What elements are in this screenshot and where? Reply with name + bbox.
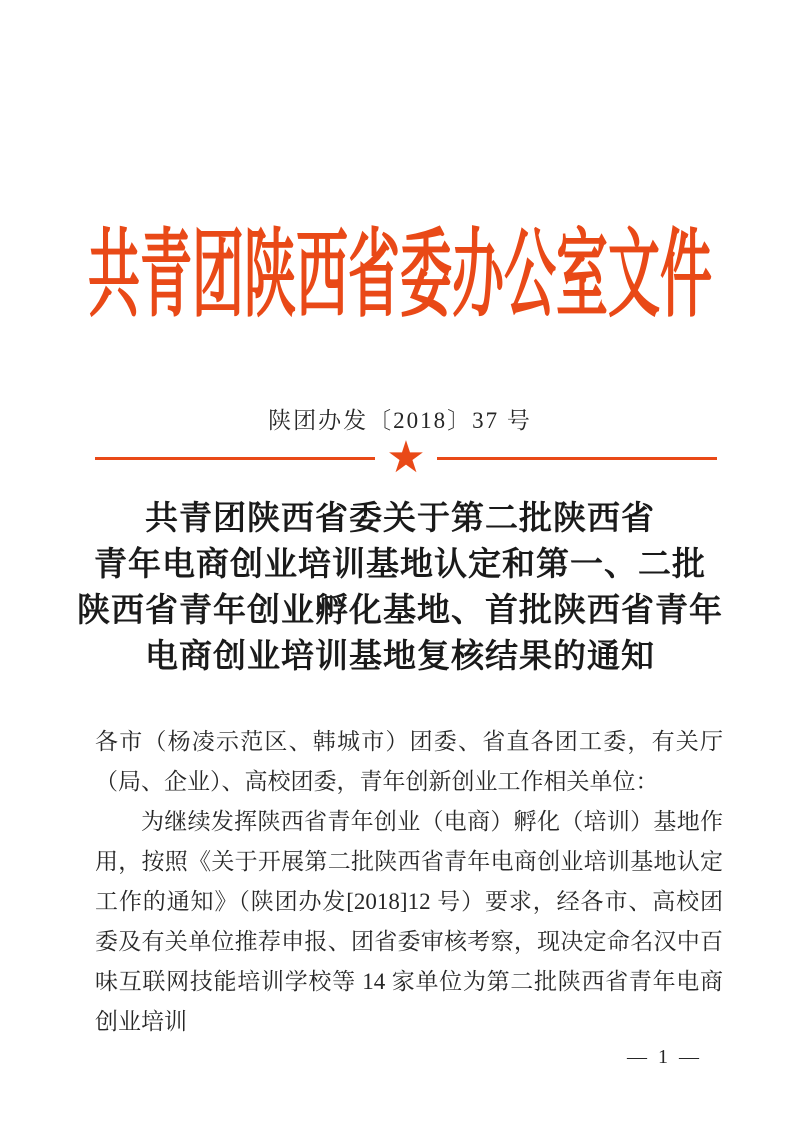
salutation: 各市（杨凌示范区、韩城市）团委、省直各团工委，有关厅（局、企业）、高校团委，青年创新创业工作相关单位： — [95, 729, 723, 794]
letterhead-title: 共青团陕西省委办公室文件 — [87, 224, 712, 330]
document-number: 陕团办发〔2018〕37 号 — [268, 408, 532, 433]
notice-title-line-2: 青年电商创业培训基地认定和第一、二批 — [94, 547, 706, 583]
red-star-icon: ★ — [386, 433, 426, 482]
notice-title-line-1: 共青团陕西省委关于第二批陕西省 — [145, 501, 655, 537]
page-number: — 1 — — [627, 1046, 702, 1068]
notice-title-line-3: 陕西省青年创业孵化基地、首批陕西省青年 — [77, 593, 723, 629]
divider-line-right — [437, 457, 717, 460]
document-body — [95, 722, 723, 1042]
notice-title-line-4: 电商创业培训基地复核结果的通知 — [145, 639, 655, 675]
body-paragraph: 为继续发挥陕西省青年创业（电商）孵化（培训）基地作用，按照《关于开展第二批陕西省青年电商创业培训基地认定工作的通知》（陕团办发[2018]12 号）要求，经各市、高校团委及有关单位推荐申报、团省委审核考察，现决定命名汉中百味互联网技能培训学校等 14 家单位为第二批陕西省青年电商创业培训 — [95, 809, 723, 1034]
notice-title — [0, 496, 800, 680]
letterhead — [0, 222, 800, 334]
divider-line-left — [95, 457, 375, 460]
star-divider — [95, 433, 717, 482]
